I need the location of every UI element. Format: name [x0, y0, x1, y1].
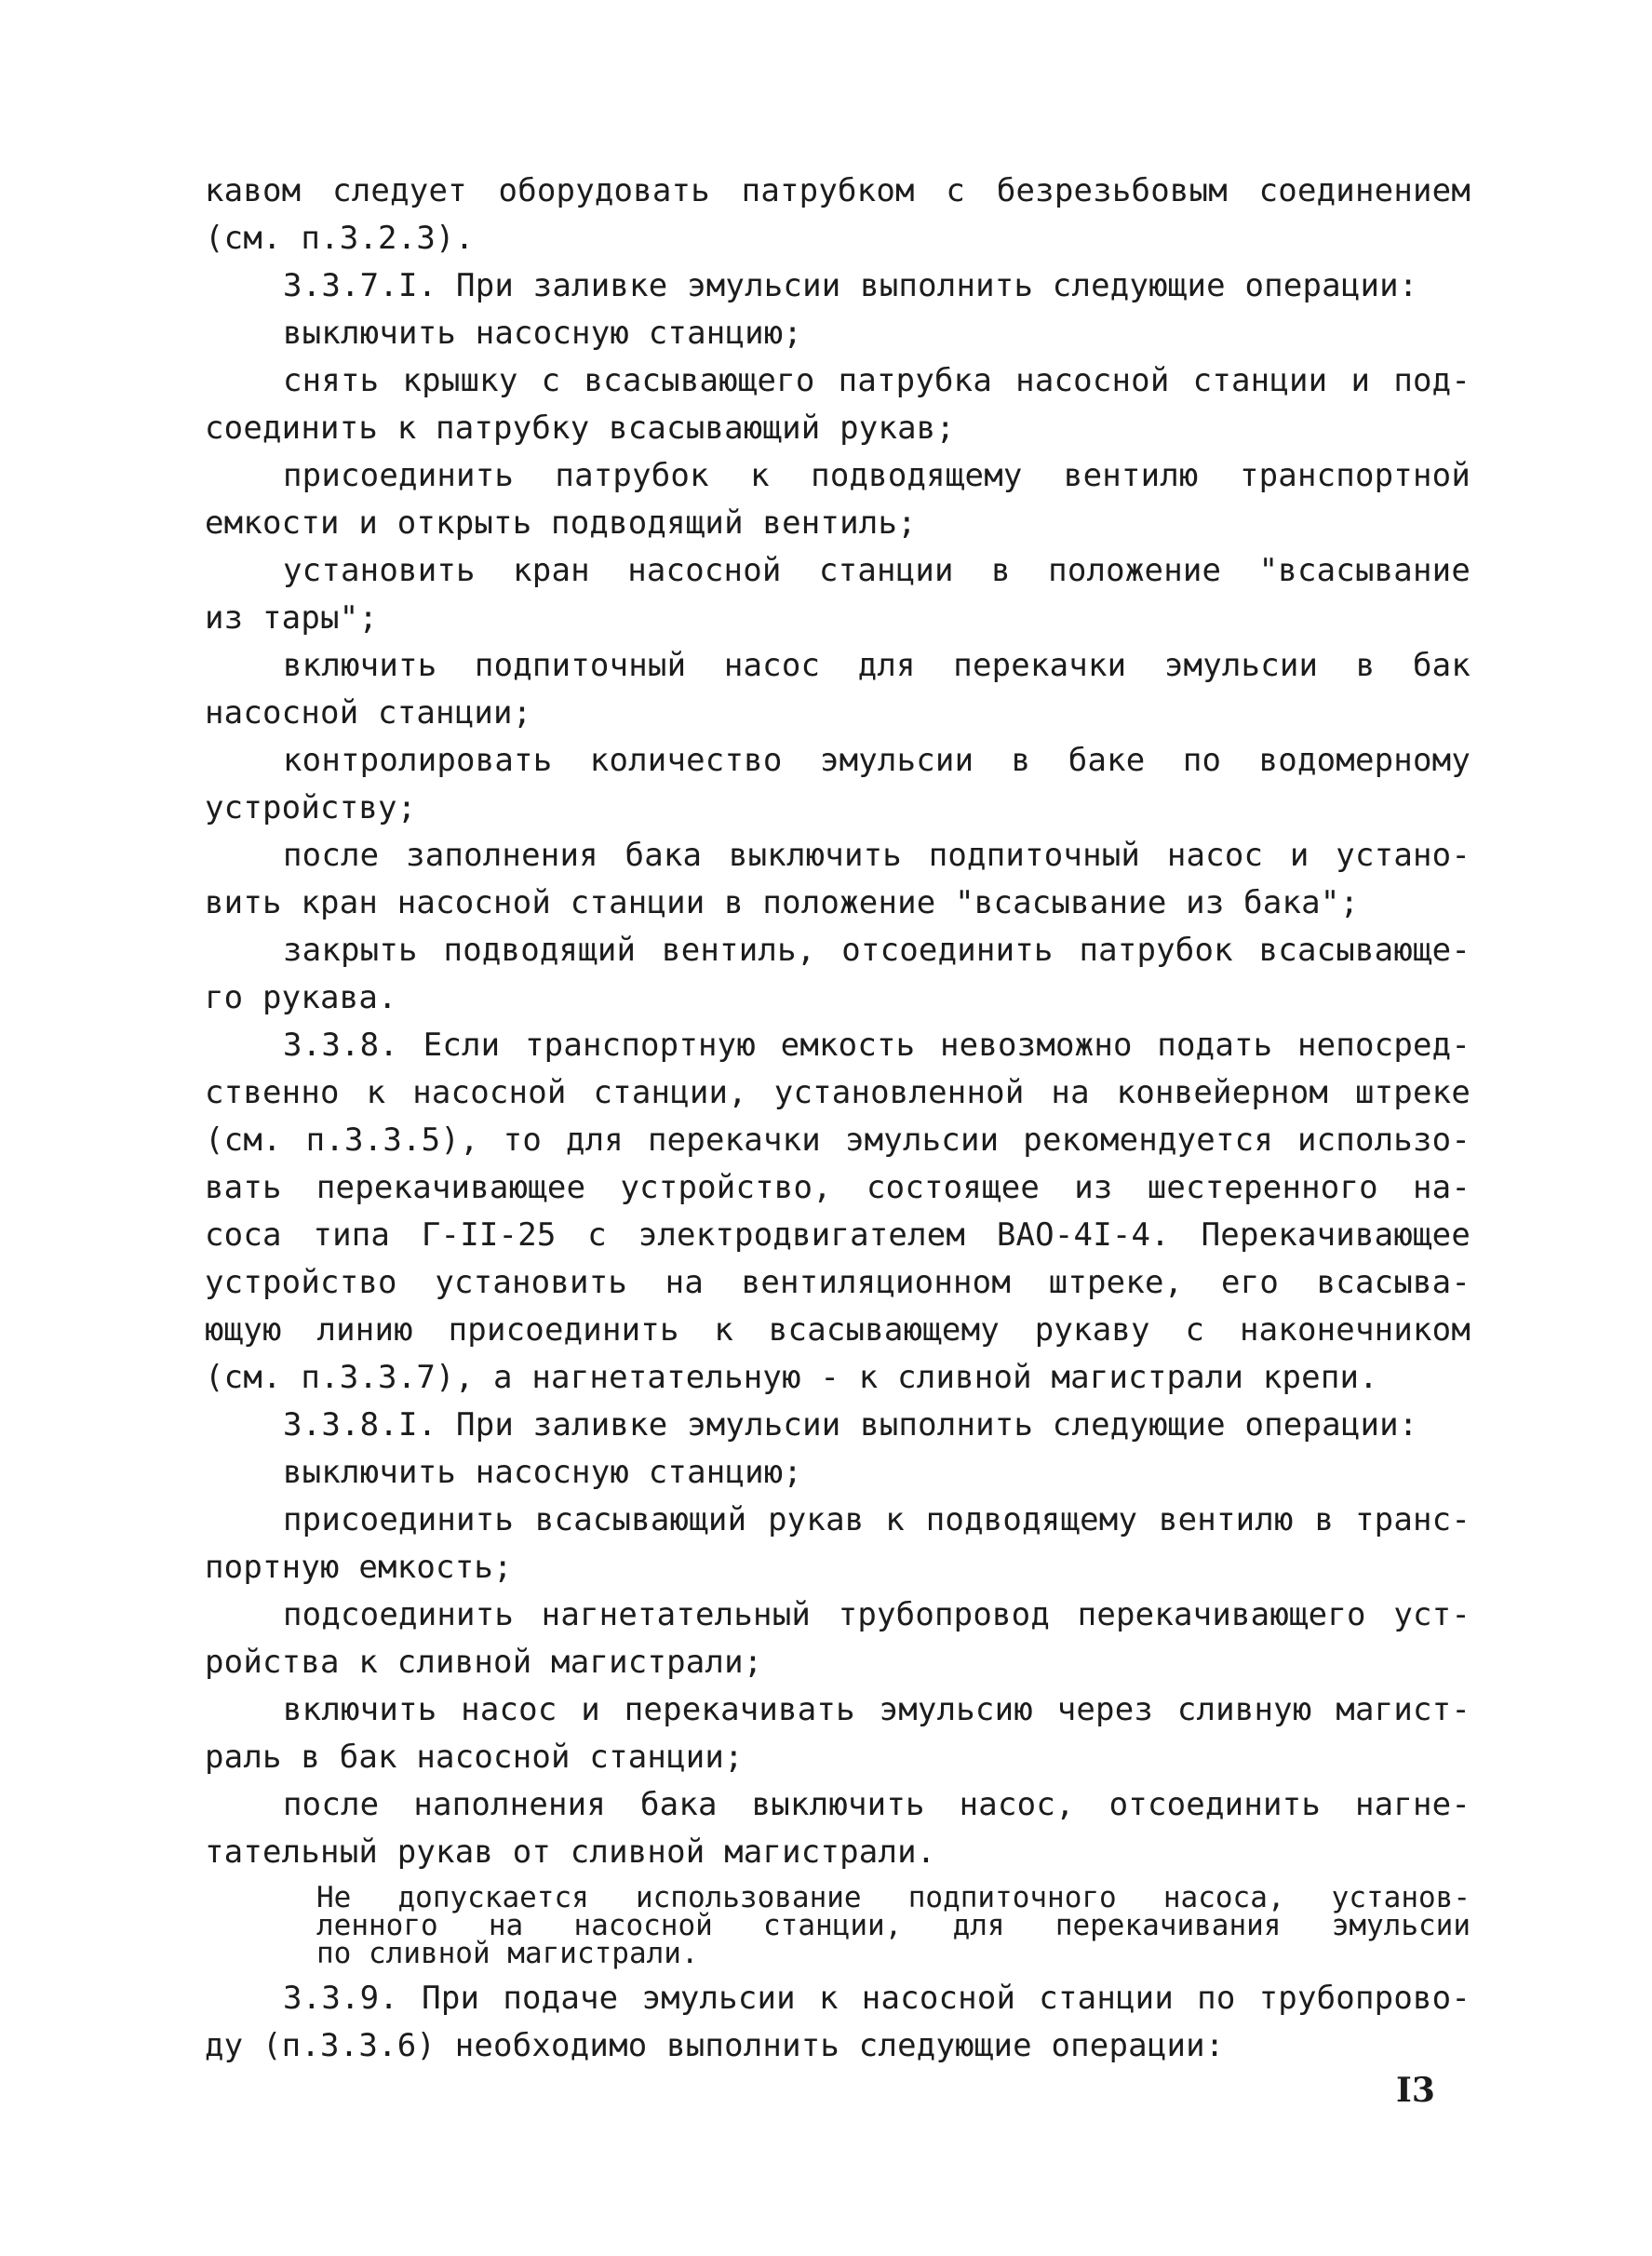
text-line: вать перекачивающее устройство, состоящее из шестеренного на- — [205, 1169, 1471, 1206]
text-line: установить кран насосной станции в положение "всасывание — [283, 552, 1471, 589]
page-number: I3 — [1396, 2071, 1435, 2110]
text-line: го рукава. — [205, 979, 397, 1016]
text-line: кавом следует оборудовать патрубком с безрезьбовым соединением — [205, 172, 1471, 209]
text-line: (см. п.3.3.5), то для перекачки эмульсии рекомендуется использо- — [205, 1121, 1471, 1159]
text-line: включить насос и перекачивать эмульсию через сливную магист- — [283, 1691, 1471, 1728]
text-line: 3.3.9. При подаче эмульсии к насосной станции по трубопрово- — [283, 1980, 1471, 2017]
text-line: соса типа Г-II-25 с электродвигателем ВАО-4I-4. Перекачивающее — [205, 1216, 1471, 1254]
text-line: выключить насосную станцию; — [283, 1454, 803, 1491]
text-line: из тары"; — [205, 599, 379, 637]
text-line: вить кран насосной станции в положение "всасывание из бака"; — [205, 884, 1360, 921]
note-line: Не допускается использование подпиточного насоса, установ- — [316, 1881, 1471, 1914]
text-line: 3.3.8.I. При заливке эмульсии выполнить следующие операции: — [283, 1406, 1418, 1444]
note-line: по сливной магистрали. — [316, 1937, 699, 1970]
text-line: 3.3.7.I. При заливке эмульсии выполнить следующие операции: — [283, 267, 1418, 304]
text-line: ду (п.3.3.6) необходимо выполнить следующие операции: — [205, 2027, 1225, 2064]
text-line: закрыть подводящий вентиль, отсоединить патрубок всасывающе- — [283, 932, 1471, 969]
text-line: контролировать количество эмульсии в баке по водомерному — [283, 742, 1471, 779]
text-line: ройства к сливной магистрали; — [205, 1644, 763, 1681]
page-body — [205, 168, 1471, 2070]
note-line: ленного на насосной станции, для перекачивания эмульсии — [316, 1909, 1471, 1942]
text-line: раль в бак насосной станции; — [205, 1739, 744, 1776]
text-line: присоединить всасывающий рукав к подводящему вентилю в транс- — [283, 1501, 1471, 1538]
text-line: подсоединить нагнетательный трубопровод перекачивающего уст- — [283, 1596, 1471, 1633]
text-line: соединить к патрубку всасывающий рукав; — [205, 410, 956, 447]
note-block — [205, 1881, 1471, 1970]
text-line: устройство установить на вентиляционном штреке, его всасыва- — [205, 1264, 1471, 1301]
text-line: (см. п.3.3.7), а нагнетательную - к сливной магистрали крепи. — [205, 1359, 1378, 1396]
text-line: емкости и открыть подводящий вентиль; — [205, 504, 917, 542]
text-line: (см. п.3.2.3). — [205, 220, 475, 257]
text-line: после заполнения бака выключить подпиточный насос и устано- — [283, 837, 1471, 874]
text-line: выключить насосную станцию; — [283, 315, 803, 352]
text-line: ющую линию присоединить к всасывающему рукаву с наконечником — [205, 1311, 1471, 1349]
text-line: включить подпиточный насос для перекачки эмульсии в бак — [283, 647, 1471, 684]
text-line: устройству; — [205, 789, 417, 826]
text-line: ственно к насосной станции, установленной на конвейерном штреке — [205, 1074, 1471, 1111]
text-line: насосной станции; — [205, 694, 532, 732]
text-line: портную емкость; — [205, 1549, 513, 1586]
text-line: присоединить патрубок к подводящему вентилю транспортной — [283, 457, 1471, 494]
text-line: снять крышку с всасывающего патрубка насосной станции и под- — [283, 362, 1471, 399]
text-line: тательный рукав от сливной магистрали. — [205, 1833, 936, 1871]
text-line: после наполнения бака выключить насос, отсоединить нагне- — [283, 1786, 1471, 1823]
final-text — [205, 1975, 1471, 2070]
text-line: 3.3.8. Если транспортную емкость невозможно подать непосред- — [283, 1027, 1471, 1064]
main-text — [205, 168, 1471, 1876]
